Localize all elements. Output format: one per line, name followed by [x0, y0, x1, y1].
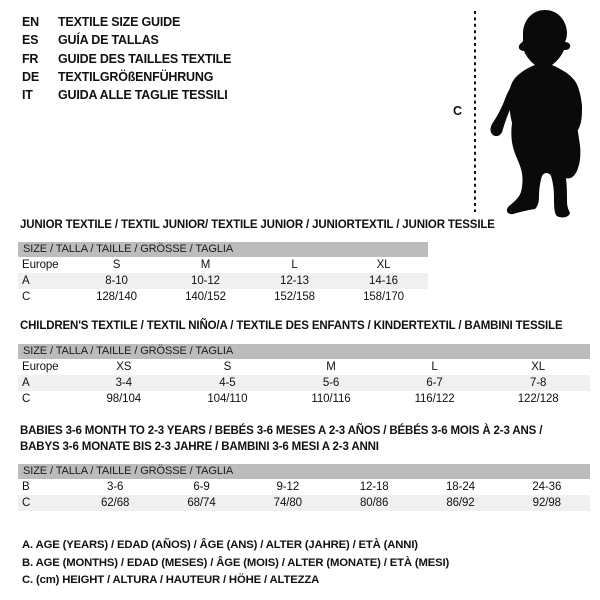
language-row — [22, 86, 231, 104]
value-cell: S — [223, 361, 232, 373]
value-cell: XL — [531, 361, 546, 373]
value-cell: XL — [376, 259, 391, 271]
height-label-c: C — [453, 104, 463, 118]
table-row — [18, 289, 428, 305]
legend-line-c: C. (cm) HEIGHT / ALTURA / HAUTEUR / HÖHE / ALTEZZA — [22, 574, 320, 587]
table-row — [18, 359, 590, 375]
value-cell: 92/98 — [532, 497, 561, 509]
value-cell: 18-24 — [446, 481, 475, 493]
language-code: DE — [22, 69, 39, 84]
language-row — [22, 50, 231, 68]
value-cell: 3-6 — [107, 481, 124, 493]
value-cell: 9-12 — [276, 481, 300, 493]
value-cell: 12-18 — [359, 481, 389, 493]
childrens-textile-section — [18, 318, 590, 407]
table-row — [18, 479, 590, 495]
row-label-cell: C — [22, 497, 31, 509]
language-label: GUIDA ALLE TAGLIE TESSILI — [58, 88, 228, 103]
value-cell: 128/140 — [96, 291, 137, 303]
value-cell: 74/80 — [273, 497, 302, 509]
language-list — [22, 13, 231, 104]
toddler-figure — [450, 5, 598, 218]
value-cell: 6-7 — [426, 377, 443, 389]
value-cell: 6-9 — [193, 481, 210, 493]
table-title: CHILDREN'S TEXTILE / TEXTIL NIÑO/A / TEXTILE DES ENFANTS / KINDERTEXTIL / BAMBINI TESSILE — [20, 320, 563, 332]
value-cell: 12-13 — [280, 275, 309, 287]
language-code: FR — [22, 51, 39, 66]
language-code: ES — [22, 33, 39, 48]
table-title: BABIES 3-6 MONTH TO 2-3 YEARS / BEBÉS 3-6 MESES A 2-3 AÑOS / BÉBÉS 3-6 MOIS À 2-3 ANS / — [20, 425, 543, 437]
value-cell: 14-16 — [369, 275, 398, 287]
value-cell: 122/128 — [517, 393, 559, 405]
value-cell: 10-12 — [191, 275, 220, 287]
size-header-bar: SIZE / TALLA / TAILLE / GRÖSSE / TAGLIA — [18, 464, 590, 479]
row-label-cell: Europe — [22, 361, 59, 373]
value-cell: 116/122 — [414, 393, 455, 405]
value-cell: L — [291, 259, 298, 271]
value-cell: 110/116 — [311, 393, 351, 405]
size-header-bar: SIZE / TALLA / TAILLE / GRÖSSE / TAGLIA — [18, 242, 428, 257]
row-label-cell: A — [22, 275, 30, 287]
value-cell: 7-8 — [530, 377, 547, 389]
table-title-line2: BABYS 3-6 MONATE BIS 2-3 JAHRE / BAMBINI 3-6 MESI A 2-3 ANNI — [20, 441, 379, 453]
value-cell: XS — [116, 361, 132, 373]
value-cell: 80/86 — [360, 497, 389, 509]
value-cell: 4-5 — [219, 377, 236, 389]
table-row — [18, 391, 590, 407]
language-row — [22, 13, 231, 31]
childrens-size-table — [18, 344, 590, 407]
language-label: TEXTILE SIZE GUIDE — [58, 15, 181, 29]
junior-size-table — [18, 242, 428, 305]
toddler-silhouette-icon — [468, 5, 598, 218]
table-title: JUNIOR TEXTILE / TEXTIL JUNIOR/ TEXTILE JUNIOR / JUNIORTEXTIL / JUNIOR TESSILE — [20, 219, 495, 231]
language-label: TEXTILGRÖßENFÜHRUNG — [58, 69, 214, 84]
language-label: GUIDE DES TAILLES TEXTILE — [58, 51, 232, 66]
legend-line-a: A. AGE (YEARS) / EDAD (AÑOS) / ÂGE (ANS) / ALTER (JAHRE) / ETÀ (ANNI) — [22, 539, 418, 551]
value-cell: 68/74 — [187, 497, 216, 509]
legend-line-b: B. AGE (MONTHS) / EDAD (MESES) / ÂGE (MOIS) / ALTER (MONATE) / ETÀ (MESI) — [22, 556, 450, 569]
value-cell: 62/68 — [101, 497, 130, 509]
value-cell: 140/152 — [185, 291, 226, 303]
size-header-bar: SIZE / TALLA / TAILLE / GRÖSSE / TAGLIA — [18, 344, 590, 359]
value-cell: 152/158 — [274, 291, 315, 303]
row-label-cell: B — [22, 481, 30, 493]
value-cell: 8-10 — [105, 275, 128, 287]
language-code: IT — [22, 88, 33, 103]
language-code: EN — [22, 15, 39, 29]
table-row — [18, 257, 428, 273]
row-label-cell: A — [22, 377, 30, 389]
language-label: GUÍA DE TALLAS — [58, 33, 159, 48]
row-label-cell: Europe — [22, 259, 59, 271]
row-label-cell: C — [22, 393, 31, 405]
row-label-cell: C — [22, 291, 31, 303]
value-cell: 158/170 — [363, 291, 404, 303]
table-row — [18, 375, 590, 391]
value-cell: 24-36 — [532, 481, 562, 493]
babies-size-table — [18, 464, 590, 511]
value-cell: S — [112, 259, 121, 271]
value-cell: 3-4 — [115, 377, 132, 389]
value-cell: 104/110 — [207, 393, 248, 405]
value-cell: M — [200, 259, 211, 271]
language-row — [22, 68, 231, 86]
value-cell: L — [431, 361, 438, 373]
language-row — [22, 31, 231, 49]
value-cell: M — [326, 361, 336, 373]
legend-block — [22, 537, 449, 590]
table-row — [18, 495, 590, 511]
table-row — [18, 273, 428, 289]
value-cell: 98/104 — [106, 393, 142, 405]
babies-textile-section — [18, 423, 590, 511]
value-cell: 5-6 — [322, 377, 340, 389]
value-cell: 86/92 — [446, 497, 475, 509]
junior-textile-section — [18, 217, 495, 305]
